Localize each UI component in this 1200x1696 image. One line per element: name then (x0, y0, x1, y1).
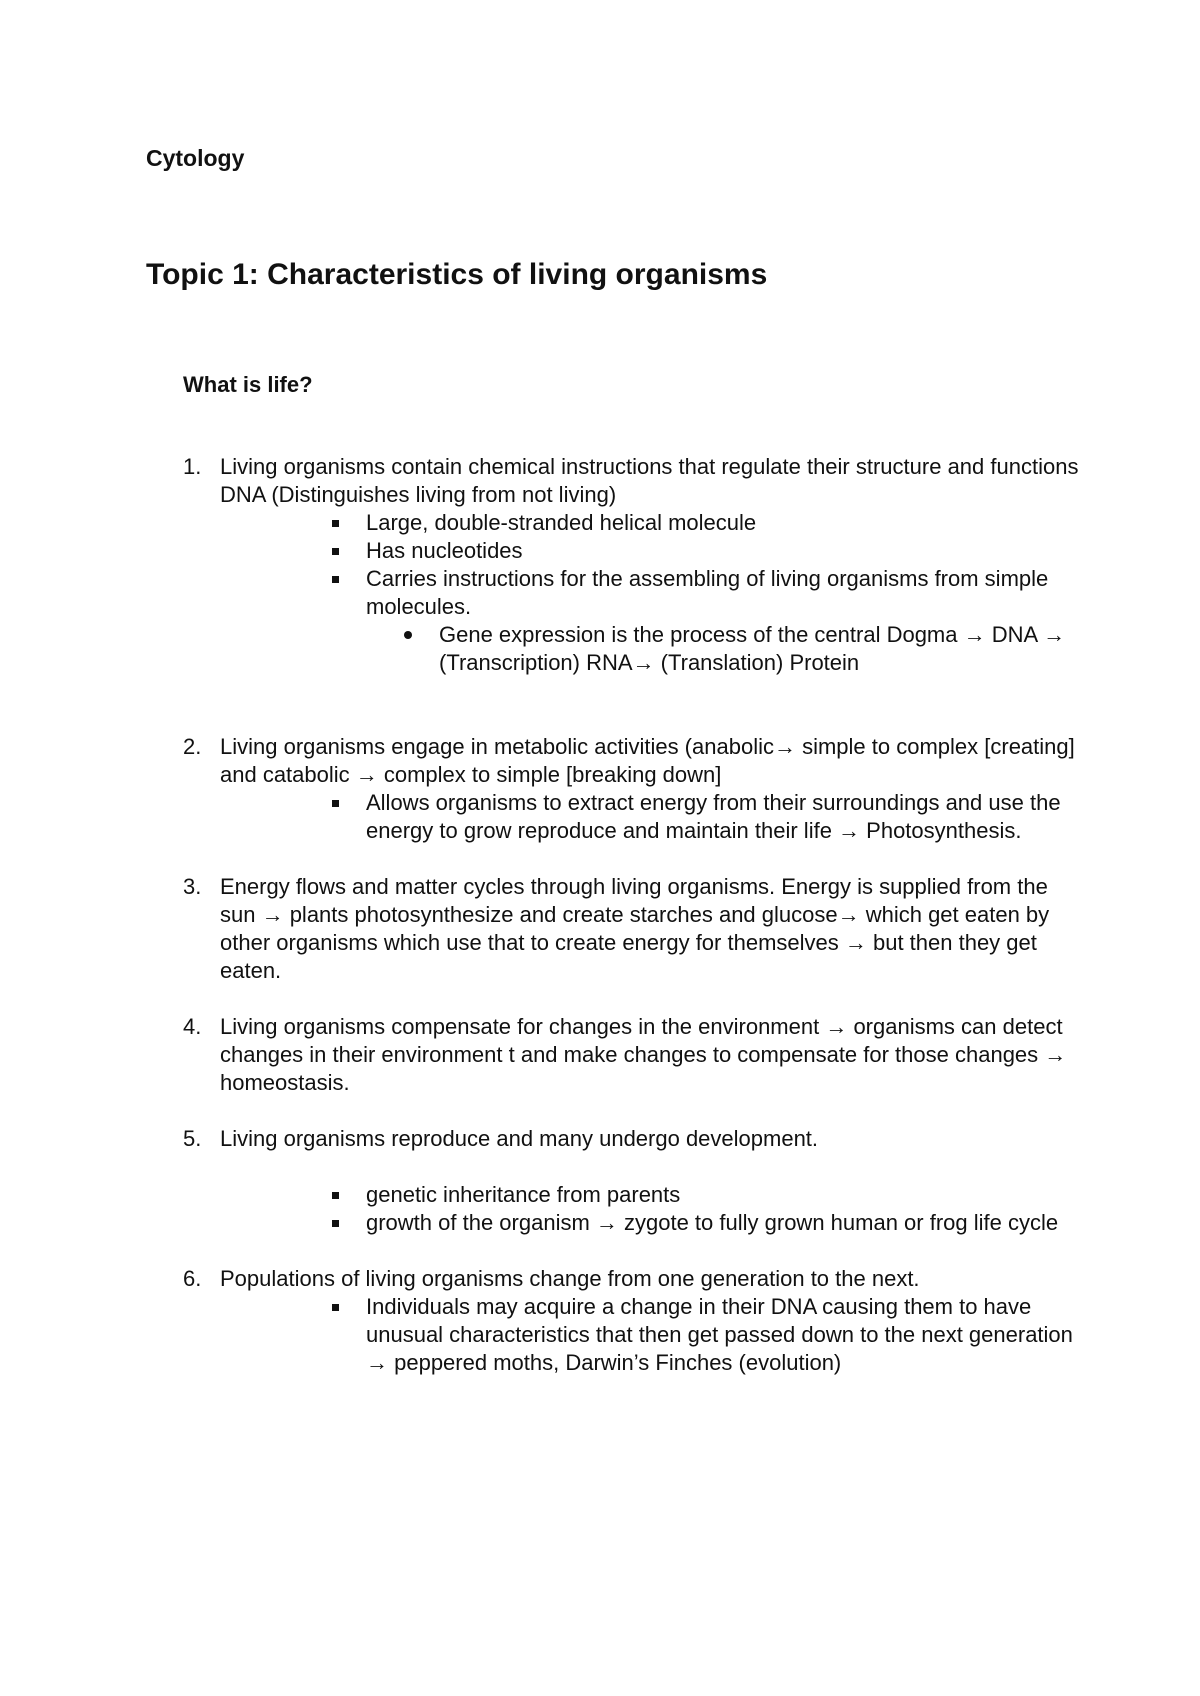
topic-heading: Topic 1: Characteristics of living organisms (146, 258, 768, 291)
sub-bullet-text: Gene expression is the process of the central Dogma → DNA → (Transcription) RNA→ (Translation) Protein (439, 622, 1066, 675)
bullet-text: Allows organisms to extract energy from their surroundings and use the energy to grow reproduce and maintain their life → Photosynthesis. (366, 790, 1061, 843)
document-title: Cytology (146, 145, 245, 171)
item-number: 2. (183, 734, 202, 759)
bullet-item (183, 565, 1083, 621)
bullet-text: Carries instructions for the assembling of living organisms from simple molecules. (366, 566, 1049, 619)
item-text: Living organisms compensate for changes in the environment → organisms can detect changes in their environment t and make changes to compensate for those changes → homeostasis. (220, 1014, 1067, 1095)
item-text: Populations of living organisms change from one generation to the next. (220, 1266, 920, 1291)
bullet-list-5 (183, 1181, 1083, 1237)
bullet-list-6 (183, 1293, 1083, 1377)
square-bullet-icon (332, 548, 339, 555)
item-number: 5. (183, 1126, 202, 1151)
square-bullet-icon (332, 520, 339, 527)
square-bullet-icon (332, 576, 339, 583)
numbered-list (183, 453, 1083, 1377)
bullet-item (183, 509, 1083, 537)
bullet-item (183, 1209, 1083, 1237)
bullet-list-1 (183, 509, 1083, 621)
item-number: 1. (183, 454, 202, 479)
bullet-item (183, 537, 1083, 565)
sub-bullet-item (183, 621, 1083, 677)
bullet-text: Individuals may acquire a change in their DNA causing them to have unusual characteristics that then get passed down to the next generation → peppered moths, Darwin’s Finches (evolution) (366, 1294, 1073, 1375)
item-text: Living organisms contain chemical instructions that regulate their structure and functions DNA (Distinguishes living from not living) (220, 454, 1079, 507)
round-bullet-icon (404, 631, 412, 639)
list-item-3 (183, 873, 1083, 985)
bullet-item (183, 1181, 1083, 1209)
list-item-4 (183, 1013, 1083, 1097)
item-number: 4. (183, 1014, 202, 1039)
bullet-text: Has nucleotides (366, 538, 523, 563)
square-bullet-icon (332, 800, 339, 807)
bullet-text: Large, double-stranded helical molecule (366, 510, 757, 535)
square-bullet-icon (332, 1220, 339, 1227)
item-number: 3. (183, 874, 202, 899)
square-bullet-icon (332, 1192, 339, 1199)
list-item-5 (183, 1125, 1083, 1153)
bullet-list-2 (183, 789, 1083, 845)
sub-bullet-list-1 (183, 621, 1083, 677)
question-heading: What is life? (183, 372, 313, 397)
bullet-text: growth of the organism → zygote to fully grown human or frog life cycle (366, 1210, 1059, 1235)
bullet-item (183, 789, 1083, 845)
square-bullet-icon (332, 1304, 339, 1311)
item-number: 6. (183, 1266, 202, 1291)
item-text: Living organisms engage in metabolic activities (anabolic→ simple to complex [creating] and catabolic → complex to simple [breaking down] (220, 734, 1075, 787)
list-item-1 (183, 453, 1083, 509)
item-text: Living organisms reproduce and many undergo development. (220, 1126, 819, 1151)
bullet-text: genetic inheritance from parents (366, 1182, 681, 1207)
list-item-6 (183, 1265, 1083, 1293)
item-text: Energy flows and matter cycles through living organisms. Energy is supplied from the sun → plants photosynthesize and create starches and glucose→ which get eaten by other organisms which use that to create energy for themselves → but then they get eaten. (220, 874, 1050, 983)
bullet-item (183, 1293, 1083, 1377)
list-item-2 (183, 733, 1083, 789)
